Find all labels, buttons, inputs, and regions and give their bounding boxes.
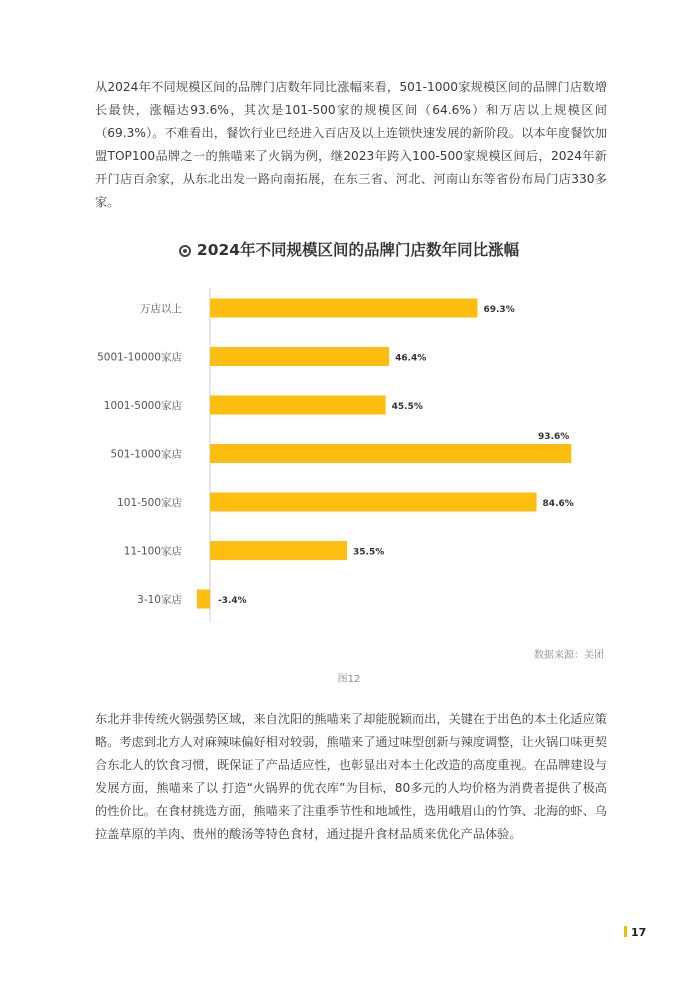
body-paragraph-1: 从2024年不同规模区间的品牌门店数年同比涨幅来看，501-1000家规模区间的品牌门店数增长最快，涨幅达93.6%，其次是101-500家的规模区间（64.6%）和万店以上规模区间（69.3%）。不难看出，餐饮行业已经进入百店及以上连锁快速发展的新阶段。以本年度餐饮加盟TOP100品牌之一的熊喵来了火锅为例，继2023年跨入100-500家规模区间后，2024年新开门店百余家，从东北出发一路向南拓展，在东三省、河北、河南山东等省份布局门店330多家。 <box>95 80 607 209</box>
bar-3 <box>210 444 571 463</box>
category-label-3: 501-1000家店 <box>110 448 182 461</box>
bar-2 <box>210 396 386 415</box>
chart-title <box>0 238 698 260</box>
category-label-6: 3-10家店 <box>137 594 182 606</box>
body-paragraph-2: 东北并非传统火锅强势区域，来自沈阳的熊喵来了却能脱颖而出，关键在于出色的本土化适应策略。考虑到北方人对麻辣味偏好相对较弱，熊喵来了通过味型创新与辣度调整，让火锅口味更契合东北人的饮食习惯，既保证了产品适应性，也彰显出对本土化改造的高度重视。在品牌建设与发展方面，熊喵来了以 打造“火锅界的优衣库”为目标，80多元的人均价格为消费者提供了极高的性价比。在食材挑选方面，熊喵来了注重季节性和地域性，选用峨眉山的竹笋、北海的虾、乌拉盖草原的羊肉、贵州的酸汤等特色食材，通过提升食材品质来优化产品体验。 <box>95 712 607 841</box>
value-label-5: 35.5% <box>353 547 385 558</box>
page-number <box>624 926 646 939</box>
category-label-4: 101-500家店 <box>117 497 182 509</box>
value-label-3: 93.6% <box>538 432 570 442</box>
bar-4 <box>210 493 537 512</box>
value-label-2: 45.5% <box>391 402 423 412</box>
data-source: 数据来源：美团 <box>534 650 604 661</box>
figure-caption: 图12 <box>337 674 361 685</box>
bar-1 <box>210 347 389 366</box>
page-number-accent <box>624 926 627 937</box>
value-label-0: 69.3% <box>483 305 515 315</box>
value-label-1: 46.4% <box>395 353 427 364</box>
value-label-4: 84.6% <box>542 499 574 509</box>
category-label-2: 1001-5000家店 <box>103 400 182 412</box>
page-number-text: 17 <box>631 926 647 939</box>
bar-0 <box>210 299 477 318</box>
category-label-1: 5001-10000家店 <box>97 351 182 364</box>
category-label-0: 万店以上 <box>140 303 182 315</box>
chart-title-text: 2024年不同规模区间的品牌门店数年同比涨幅 <box>196 241 520 259</box>
bar-5 <box>210 541 347 560</box>
bar-6 <box>197 590 210 609</box>
target-icon <box>179 245 191 257</box>
bar-chart <box>0 280 698 630</box>
value-label-6: -3.4% <box>218 596 247 606</box>
category-label-5: 11-100家店 <box>123 545 182 558</box>
